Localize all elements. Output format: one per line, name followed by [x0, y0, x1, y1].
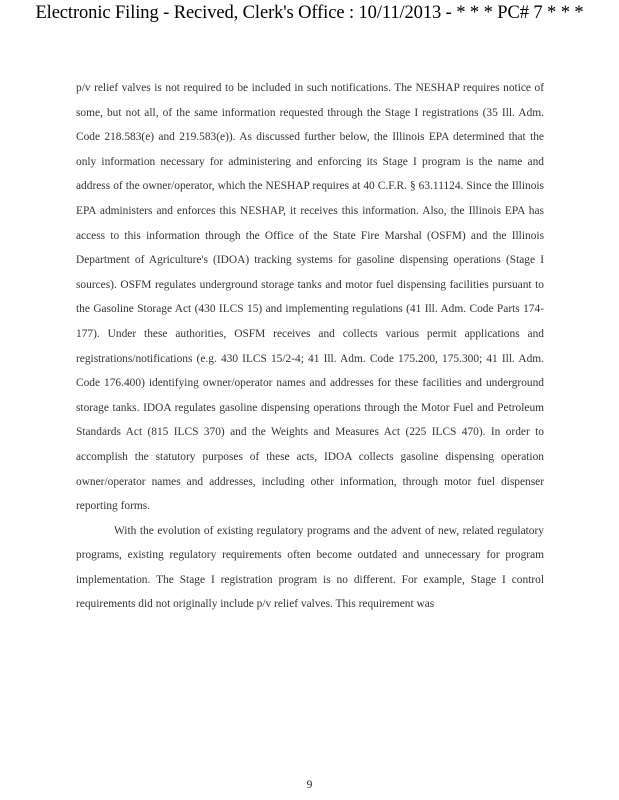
filing-header: Electronic Filing - Recived, Clerk's Office : 10/11/2013 - * * * PC# 7 * * * [35, 3, 584, 23]
page-number: 9 [306, 779, 313, 791]
body-paragraph: p/v relief valves is not required to be included in such notifications. The NESHAP requires notice of some, but not all, of the same information requested through the Stage I registrations (35 Ill. Adm. Code 218.583(e) and 219.583(e)). As discussed further below, the Illinois EPA determined that the only information necessary for administering and enforcing its Stage I program is the name and address of the owner/operator, which the NESHAP requires at 40 C.F.R. § 63.11124. Since the Illinois EPA administers and enforces this NESHAP, it receives this information. Also, the Illinois EPA has access to this information through the Office of the State Fire Marshal (OSFM) and the Illinois Department of Agriculture's (IDOA) tracking systems for gasoline dispensing operations (Stage I sources). OSFM regulates underground storage tanks and motor fuel dispensing facilities pursuant to the Gasoline Storage Act (430 ILCS 15) and implementing regulations (41 Ill. Adm. Code Parts 174-177). Under these authorities, OSFM receives and collects various permit applications and registrations/notifications (e.g. 430 ILCS 15/2-4; 41 Ill. Adm. Code 175.200, 175.300; 41 Ill. Adm. Code 176.400) identifying owner/operator names and addresses for these facilities and underground storage tanks. IDOA regulates gasoline dispensing operations through the Motor Fuel and Petroleum Standards Act (815 ILCS 370) and the Weights and Measures Act (225 ILCS 470). In order to accomplish the statutory purposes of these acts, IDOA collects gasoline dispensing operation owner/operator names and addresses, including other information, through motor fuel dispenser reporting forms. [76, 82, 544, 513]
document-body [76, 76, 544, 617]
body-paragraph: With the evolution of existing regulatory programs and the advent of new, related regulatory programs, existing regulatory requirements often become outdated and unnecessary for program implementation. The Stage I registration program is no different. For example, Stage I control requirements did not originally include p/v relief valves. This requirement was [76, 524, 544, 611]
